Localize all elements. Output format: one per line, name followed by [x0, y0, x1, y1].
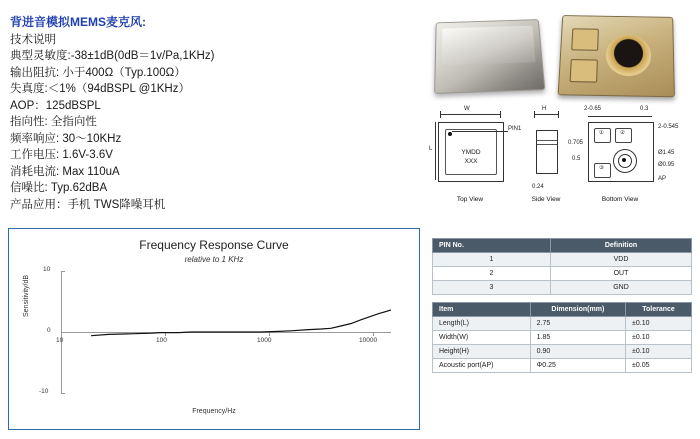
side-view-caption: Side View [531, 196, 561, 203]
dim-value: 2.75 [530, 317, 625, 331]
chart-subtitle: relative to 1 KHz [184, 255, 244, 264]
spec-line: 频率响应: 30～10KHz [10, 132, 122, 145]
solder-pad [570, 59, 598, 82]
layer-line [537, 144, 557, 145]
dim-edge-label: 0.3 [640, 106, 649, 112]
dim-tick [440, 111, 441, 118]
dim-line-length [435, 122, 436, 180]
pin-definition-table [432, 238, 692, 295]
leader-line [452, 131, 508, 132]
table-row [433, 359, 692, 373]
dim-item: Length(L) [433, 317, 531, 331]
table-header-row [433, 303, 692, 317]
pad-2-number: ② [620, 130, 625, 136]
mems-microphone-bottom-photo [558, 15, 675, 97]
dim-value: Φ0.25 [530, 359, 625, 373]
side-view-drawing [536, 130, 558, 174]
layer-line [537, 140, 557, 141]
definition-col-header: Definition [550, 239, 691, 253]
pin-number: 3 [433, 281, 551, 295]
pin1-marker-dot [448, 132, 452, 136]
dim-tick [500, 111, 501, 118]
dim-1-label: 0.705 [568, 140, 584, 146]
dim-height-label: H [542, 106, 547, 112]
pad-3-number: ③ [599, 165, 604, 171]
table-row [433, 345, 692, 359]
pin-definition: GND [550, 281, 691, 295]
y-tick-label: -10 [39, 388, 49, 395]
bottom-view-caption: Bottom View [601, 196, 639, 203]
pin-definition: OUT [550, 267, 691, 281]
dim-tolerance: ±0.05 [626, 359, 692, 373]
dim-2-label: 0.5 [572, 156, 581, 162]
x-tick-label: 10 [56, 337, 64, 344]
acoustic-port-label: AP [658, 176, 667, 182]
spec-line: 指向性: 全指向性 [10, 116, 97, 128]
response-curve [61, 271, 391, 393]
pin-number: 2 [433, 267, 551, 281]
dimension-table [432, 302, 692, 373]
frequency-response-chart [8, 228, 420, 430]
spec-line: 技术说明 [10, 33, 56, 46]
x-tick-label: 10000 [359, 337, 378, 344]
table-row [433, 253, 692, 267]
acoustic-port-hole [605, 35, 650, 76]
mems-microphone-top-photo [434, 19, 545, 94]
dim-length-label: L [429, 146, 433, 152]
chart-y-axis-title: Sensitivity/dB [23, 274, 30, 317]
marking-line-2: XXX [464, 158, 478, 165]
table-header-row [433, 239, 692, 253]
dim-line-width [440, 114, 500, 115]
spec-title: 背进音模拟MEMS麦克风: [10, 15, 146, 29]
product-photos [430, 10, 690, 102]
y-tick-label: 10 [43, 266, 51, 273]
top-view-caption: Top View [456, 196, 484, 203]
dim-item: Width(W) [433, 331, 531, 345]
dim-thickness-label: 0.24 [532, 184, 544, 190]
table-row [433, 317, 692, 331]
pin-definition: VDD [550, 253, 691, 267]
dim-width-label: W [464, 106, 470, 112]
x-tick-label: 1000 [257, 337, 272, 344]
item-col-header: Item [433, 303, 531, 317]
dim-value: 1.85 [530, 331, 625, 345]
spec-line: 消耗电流: Max 110uA [10, 165, 120, 178]
dim-dia1-label: Ø1.45 [658, 150, 675, 156]
pad-1-number: ① [599, 130, 604, 136]
pin-col-header: PIN No. [433, 239, 551, 253]
spec-line: 产品应用：手机 TWS降噪耳机 [10, 198, 166, 211]
dim-tick [558, 111, 559, 118]
pin1-label: PIN1 [508, 126, 522, 132]
marking-line-1: YMDD [461, 149, 481, 156]
table-row [433, 281, 692, 295]
dim-item: Height(H) [433, 345, 531, 359]
tolerance-col-header: Tolerance [626, 303, 692, 317]
x-tick-label: 100 [156, 337, 167, 344]
dimension-col-header: Dimension(mm) [530, 303, 625, 317]
table-row [433, 267, 692, 281]
dim-tick [534, 111, 535, 118]
spec-line: 输出阻抗: 小于400Ω（Typ.100Ω） [10, 66, 186, 79]
dim-pad-pitch-label: 2-0.65 [584, 106, 602, 112]
dim-tolerance: ±0.10 [626, 345, 692, 359]
dim-line-pitch [588, 116, 652, 117]
y-tick-label: 0 [47, 327, 51, 334]
table-row [433, 331, 692, 345]
solder-pad [571, 28, 598, 50]
chart-plot-area [39, 266, 391, 395]
dim-tolerance: ±0.10 [626, 331, 692, 345]
dim-tolerance: ±0.10 [626, 317, 692, 331]
chart-title: Frequency Response Curve [139, 238, 289, 252]
dim-value: 0.90 [530, 345, 625, 359]
dim-pad-height-label: 2-0.545 [658, 124, 679, 130]
y-tick [61, 393, 65, 394]
pin-number: 1 [433, 253, 551, 267]
bottom-view-drawing [588, 122, 654, 182]
spec-line: 信噪比: Typ.62dBA [10, 182, 108, 194]
mechanical-drawings [428, 100, 696, 218]
dim-line-height [534, 114, 558, 115]
spec-line: 工作电压: 1.6V-3.6V [10, 149, 113, 161]
spec-line: 失真度:＜1%（94dBSPL @1KHz） [10, 83, 190, 95]
dim-dia2-label: Ø0.95 [658, 162, 675, 168]
spec-line: 典型灵敏度:-38±1dB(0dB＝1v/Pa,1KHz) [10, 50, 215, 62]
acoustic-port-center [622, 158, 626, 162]
dim-item: Acoustic port(AP) [433, 359, 531, 373]
specification-block [10, 14, 260, 213]
chart-x-axis-title: Frequency/Hz [192, 408, 236, 415]
tables-block [432, 238, 692, 373]
spec-line: AOP：125dBSPL [10, 99, 101, 112]
